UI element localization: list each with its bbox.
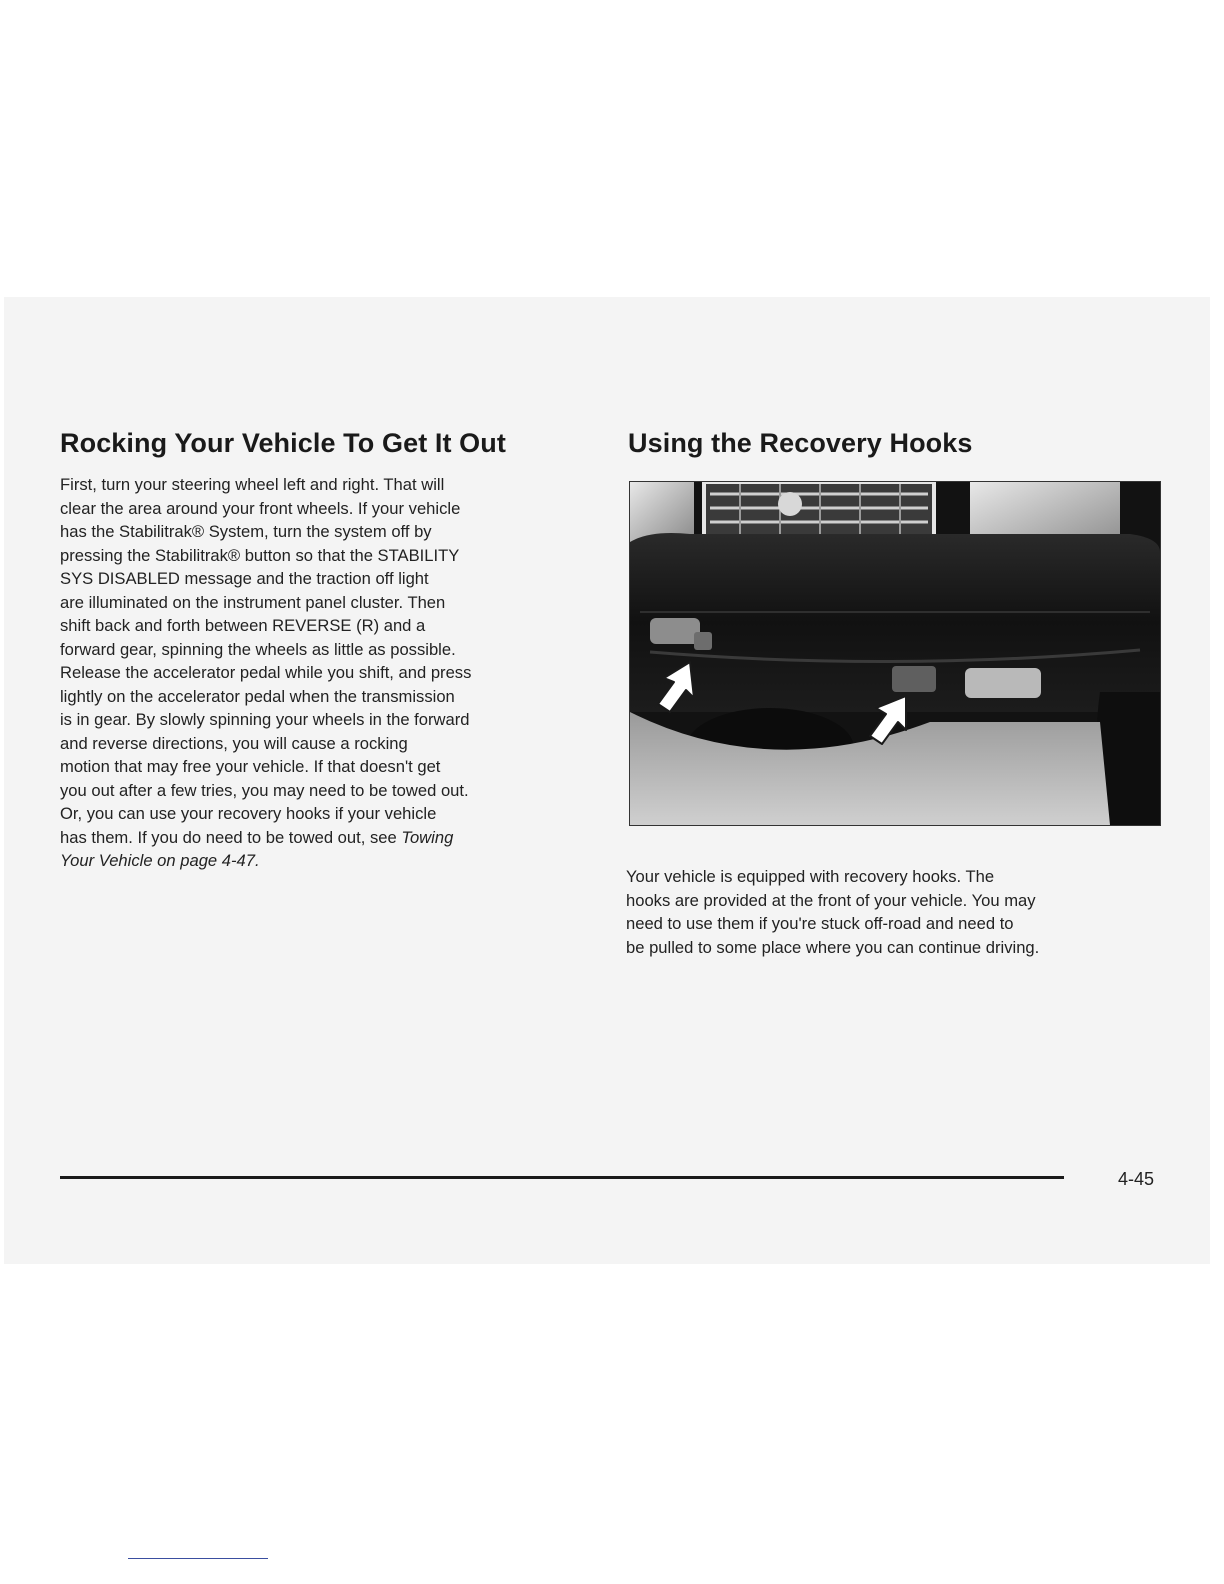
right-column <box>628 428 1162 459</box>
body-line: you out after a few tries, you may need to be towed out. <box>60 780 469 800</box>
footer-rule <box>60 1176 1064 1179</box>
body-line: First, turn your steering wheel left and right. That will <box>60 475 445 494</box>
caption-line: need to use them if you're stuck off-road and need to <box>626 914 1014 933</box>
section-heading-rocking: Rocking Your Vehicle To Get It Out <box>60 428 506 458</box>
body-line: is in gear. By slowly spinning your wheels in the forward <box>60 710 470 729</box>
body-line: forward gear, spinning the wheels as little as possible. <box>60 639 456 659</box>
bottom-divider <box>128 1558 268 1559</box>
body-line: pressing the Stabilitrak® button so that the STABILITY <box>60 545 460 565</box>
caption-line: be pulled to some place where you can continue driving. <box>626 937 1040 957</box>
body-line: clear the area around your front wheels. If your vehicle <box>60 498 461 518</box>
rocking-body-text <box>60 473 590 873</box>
section-heading-recovery-hooks: Using the Recovery Hooks <box>628 428 973 458</box>
body-line: Release the accelerator pedal while you shift, and press <box>60 663 472 682</box>
body-line: lightly on the accelerator pedal when the transmission <box>60 686 455 706</box>
body-line: Or, you can use your recovery hooks if your vehicle <box>60 804 437 823</box>
body-line: shift back and forth between REVERSE (R) and a <box>60 616 426 635</box>
left-column <box>60 428 590 873</box>
recovery-hooks-caption <box>626 865 1039 959</box>
page-number: 4-45 <box>1118 1169 1155 1189</box>
caption-line: hooks are provided at the front of your vehicle. You may <box>626 890 1036 910</box>
caption-line: Your vehicle is equipped with recovery hooks. The <box>626 867 995 886</box>
body-line-text: has them. If you do need to be towed out, see <box>60 827 397 847</box>
body-line: has the Stabilitrak® System, turn the system off by <box>60 522 432 541</box>
body-line: and reverse directions, you will cause a rocking <box>60 733 408 753</box>
xref-towing-link[interactable]: Towing <box>401 827 454 847</box>
body-line: SYS DISABLED message and the traction off light <box>60 569 429 588</box>
xref-towing-link-cont[interactable]: Your Vehicle on page 4-47. <box>60 851 260 870</box>
body-line-with-xref <box>60 826 590 850</box>
body-line: motion that may free your vehicle. If that doesn't get <box>60 757 441 776</box>
recovery-hooks-photo <box>629 481 1161 826</box>
body-line: are illuminated on the instrument panel cluster. Then <box>60 592 446 612</box>
